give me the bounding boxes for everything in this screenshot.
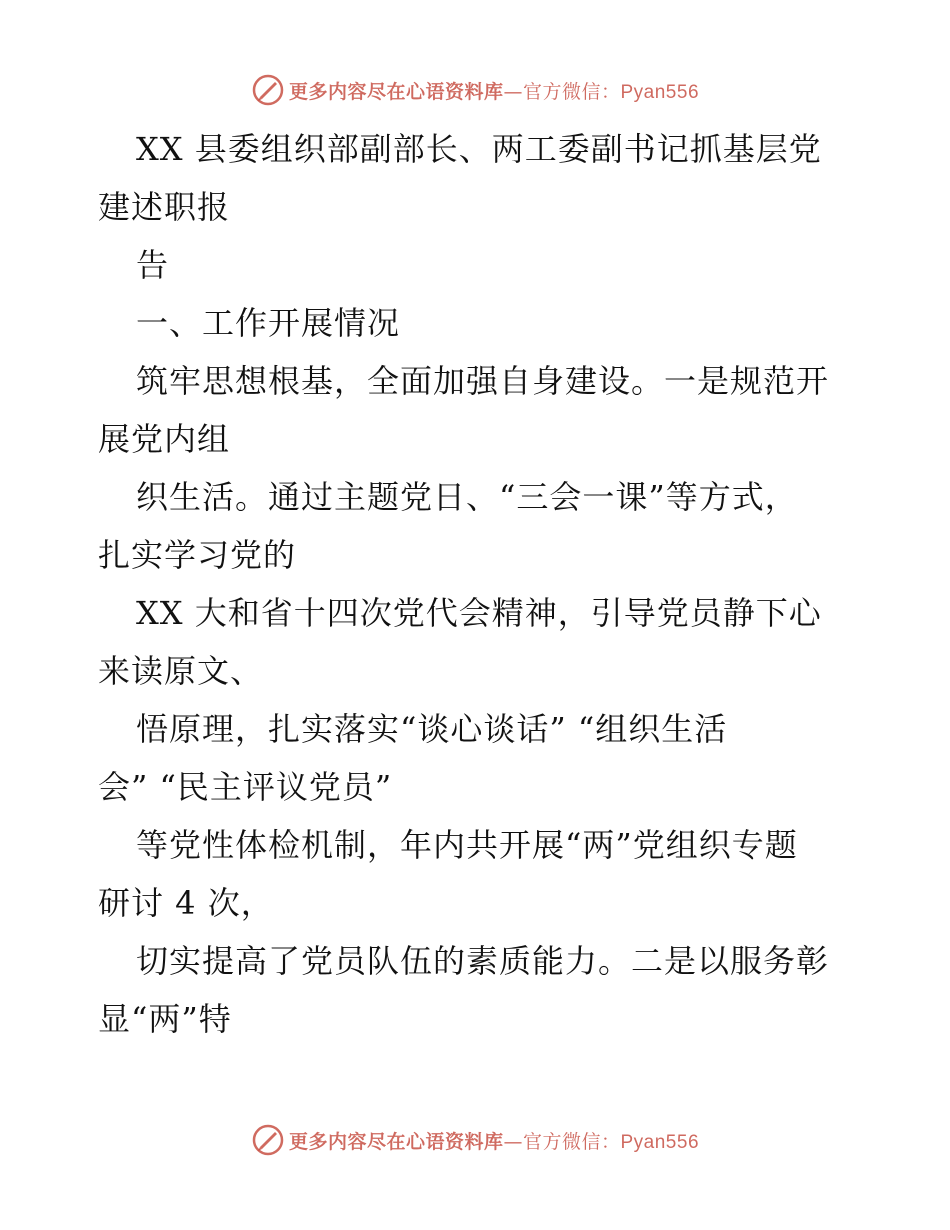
watermark-account: Pyan556 xyxy=(620,81,700,103)
section-heading: 一、工作开展情况 xyxy=(136,304,401,342)
text-line: 扎实学习党的 xyxy=(98,536,297,574)
watermark-brand: 更多内容尽在心语资料库 xyxy=(288,1130,504,1153)
document-body xyxy=(98,120,858,1048)
text-line: XX 大和省十四次党代会精神，引导党员静下心 xyxy=(136,594,822,632)
text-line: 显“两”特 xyxy=(98,1000,232,1038)
text-line: 来读原文、 xyxy=(98,652,264,690)
text-line: 建述职报 xyxy=(98,188,231,226)
text-line: 等党性体检机制，年内共开展“两”党组织专题 xyxy=(136,826,798,864)
footer-watermark xyxy=(0,1120,950,1160)
text-line: 筑牢思想根基，全面加强自身建设。一是规范开 xyxy=(136,362,830,400)
watermark-brand: 更多内容尽在心语资料库 xyxy=(288,80,504,103)
text-line: 织生活。通过主题党日、“三会一课”等方式， xyxy=(136,478,798,516)
quill-seal-icon xyxy=(251,1123,285,1157)
watermark-account: Pyan556 xyxy=(620,1131,700,1153)
text-line: 悟原理，扎实落实“谈心谈话” “组织生活 xyxy=(136,710,728,748)
header-watermark xyxy=(0,70,950,110)
text-line: 研讨 4 次， xyxy=(98,884,274,922)
text-line: 展党内组 xyxy=(98,420,231,458)
watermark-text xyxy=(289,1127,699,1154)
text-line: 告 xyxy=(136,246,170,284)
watermark-label: 官方微信： xyxy=(522,80,621,103)
text-line: 切实提高了党员队伍的素质能力。二是以服务彰 xyxy=(136,942,830,980)
watermark-text xyxy=(289,77,699,104)
text-line: 会” “民主评议党员” xyxy=(98,768,393,806)
watermark-label: 官方微信： xyxy=(522,1130,621,1153)
watermark-dash: — xyxy=(503,1130,523,1153)
watermark-dash: — xyxy=(503,80,523,103)
quill-seal-icon xyxy=(251,73,285,107)
text-line: XX 县委组织部副部长、两工委副书记抓基层党 xyxy=(136,130,822,168)
